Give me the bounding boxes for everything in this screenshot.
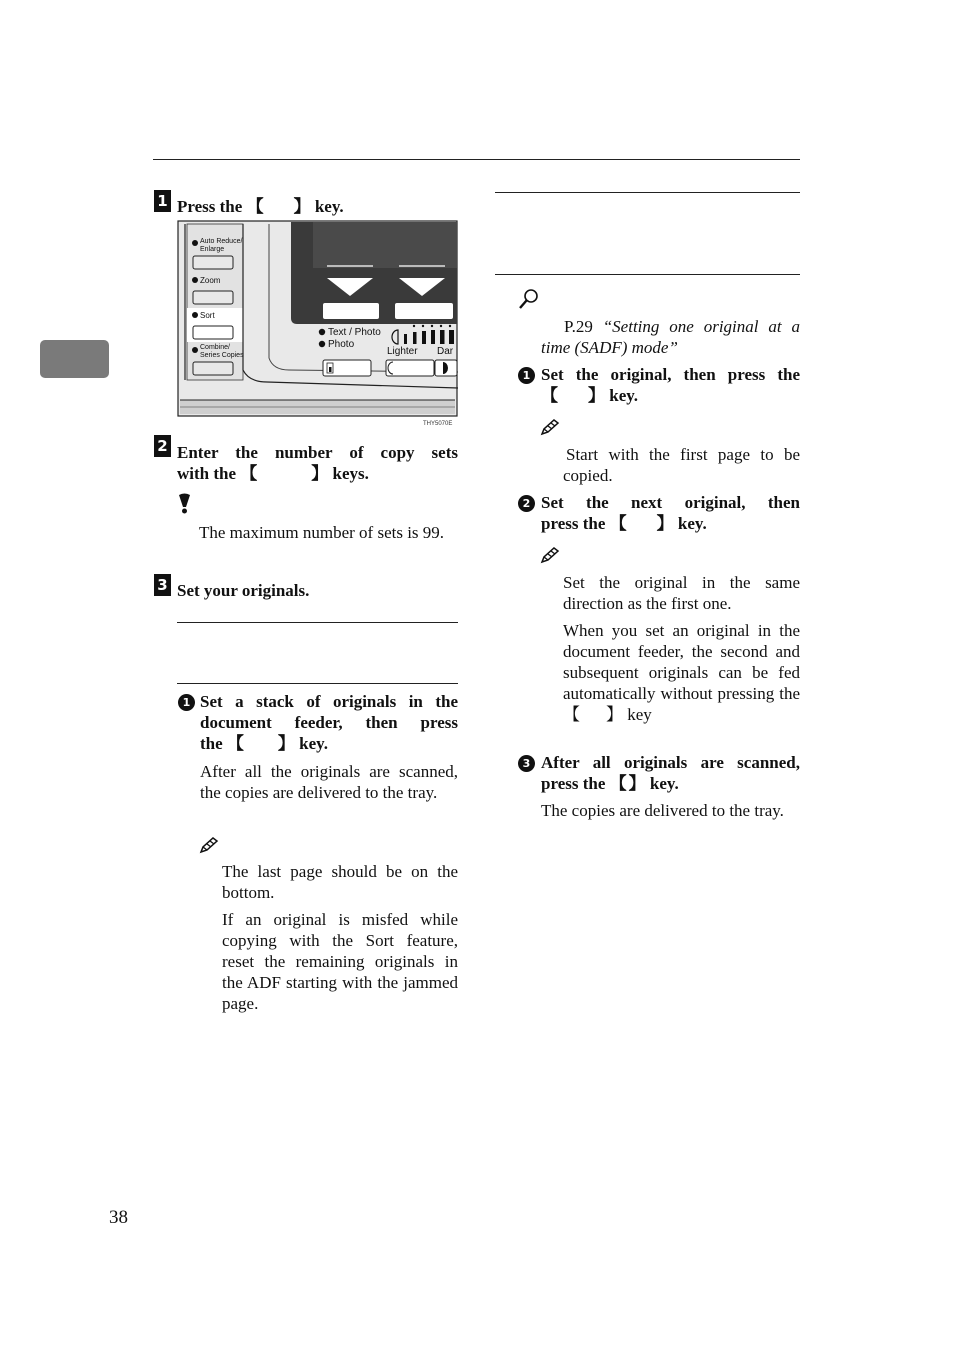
left-substep-1-line2: document feeder, then press [200, 713, 458, 732]
right-substep-3-line2: press the 【 】 key. [541, 774, 679, 793]
right-substep-1-number: 1 [518, 367, 535, 384]
step-1-heading: Press the 【 】 key. [177, 197, 344, 216]
photo-label: Photo [328, 339, 355, 350]
step-3-number: 3 [154, 574, 171, 596]
reference-text: P.29 “Setting one original at a time (SADF) mode” [541, 317, 800, 357]
left-section-rule-bottom [177, 683, 458, 684]
right-note-1: Start with the first page to be copied. [563, 445, 800, 485]
important-icon [177, 493, 192, 515]
right-substep-1-line1: Set the original, then press the [541, 365, 800, 384]
left-substep-1-body: After all the originals are scanned, the copies are delivered to the tray. [200, 762, 458, 802]
right-section-rule-bottom [495, 274, 800, 275]
step-2-heading-line2: with the 【 】 keys. [177, 464, 369, 483]
enlarge-label: Enlarge [200, 246, 225, 253]
note-pencil-icon [199, 836, 219, 854]
series-copies-label: Series Copies [200, 352, 244, 359]
sort-label: Sort [200, 311, 215, 320]
step-2-note: The maximum number of sets is 99. [199, 523, 445, 542]
left-section-rule-top [177, 622, 458, 623]
auto-reduce-label: Auto Reduce/ [200, 238, 243, 245]
header-rule [153, 159, 800, 160]
right-substep-2-line1: Set the next original, then [541, 493, 800, 512]
right-substep-3-line1: After all originals are scanned, [541, 753, 800, 772]
reference-magnifier-icon [518, 288, 540, 310]
illustration-code: THY5070E [423, 421, 453, 427]
left-substep-1-line3: the 【 】 key. [200, 734, 328, 753]
right-substep-2-number: 2 [518, 495, 535, 512]
page-number: 38 [109, 1207, 128, 1228]
step-1-number: 1 [154, 190, 171, 212]
step-2-number: 2 [154, 435, 171, 457]
darker-label: Dar [437, 346, 454, 357]
step-2-heading-line1: Enter the number of copy sets [177, 443, 458, 462]
right-note-2: Set the original in the same direction as the first one. [563, 573, 800, 613]
left-note-2: If an original is misfed while copying with the Sort feature, reset the remaining originals in the ADF starting with the jammed page. [222, 910, 458, 1013]
right-note-3: When you set an original in the document feeder, the second and subsequent originals can be fed automatically without pressing the 【 】 key [563, 621, 800, 724]
right-substep-2-line2: press the 【 】 key. [541, 514, 707, 533]
right-substep-3-body: The copies are delivered to the tray. [541, 801, 784, 820]
combine-label: Combine/ [200, 344, 230, 351]
right-substep-3-number: 3 [518, 755, 535, 772]
left-substep-1-line1: Set a stack of originals in the [200, 692, 458, 711]
note-pencil-icon [540, 418, 560, 436]
lighter-label: Lighter [387, 346, 418, 357]
left-note-1: The last page should be on the bottom. [222, 862, 458, 902]
step-3-heading: Set your originals. [177, 581, 310, 600]
right-section-rule-top [495, 192, 800, 193]
zoom-label: Zoom [200, 276, 221, 285]
left-substep-1-number: 1 [178, 694, 195, 711]
note-pencil-icon [540, 546, 560, 564]
text-photo-label: Text / Photo [328, 327, 381, 338]
chapter-tab [40, 340, 109, 378]
right-substep-1-line2: 【 】 key. [541, 386, 639, 405]
control-panel-illustration [177, 220, 458, 430]
